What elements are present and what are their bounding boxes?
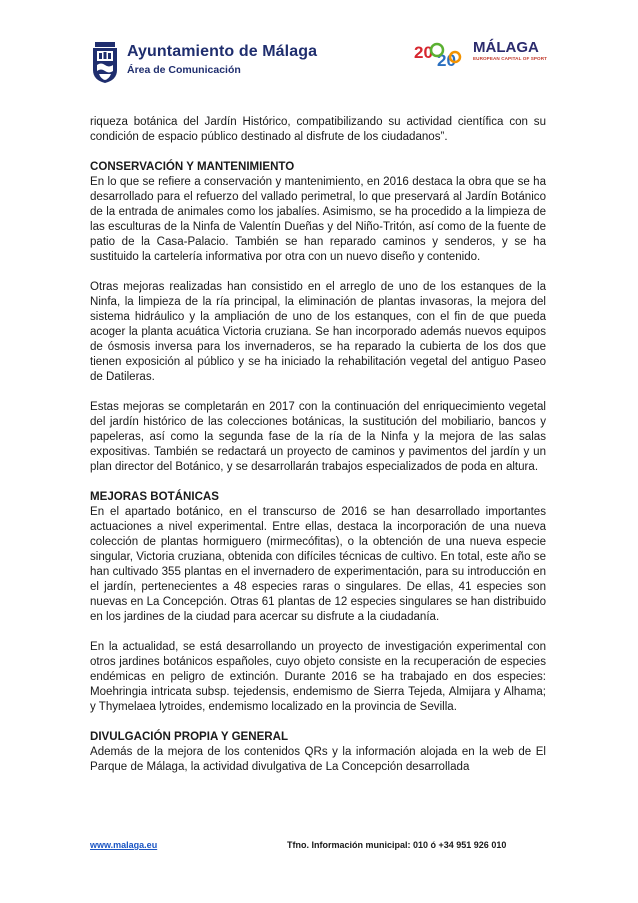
- phone-info: Tfno. Información municipal: 010 ó +34 951 926 010: [287, 840, 507, 850]
- brand-city: MÁLAGA: [473, 39, 539, 56]
- section-heading-conservacion: CONSERVACIÓN Y MANTENIMIENTO: [90, 161, 295, 173]
- paragraph-intro: riqueza botánica del Jardín Histórico, compatibilizando su actividad científica con su condición de espacio público destinado al disfrute de los ciudadanos”.: [90, 116, 546, 143]
- section-heading-divulgacion: DIVULGACIÓN PROPIA Y GENERAL: [90, 731, 289, 743]
- document-body: [90, 115, 546, 790]
- paragraph-conservacion-3: Estas mejoras se completarán en 2017 con la continuación del enriquecimiento vegetal del jardín histórico de las colecciones botánicas, la sustitución del mobiliario, bancos y papeleras, así como la segunda fase de la ría de la Ninfa y la mejora de las salas expositivas. También se redactará un proyecto de caminos y pavimentos del jardín y un plan director del Botánico, y se desarrollarán trabajos especializados de poda en altura.: [90, 401, 546, 473]
- page-header: [0, 0, 638, 100]
- organization-name: Ayuntamiento de Málaga: [127, 43, 318, 60]
- paragraph-conservacion-2: Otras mejoras realizadas han consistido en el arreglo de uno de los estanques de la Ninfa, la limpieza de la ría principal, la eliminación de plantas invasoras, la mejora del sistema hidráulico y la ampliación de uno de los estanques, con el fin de que pueda acoger la planta acuática Victoria cruziana. Se han incorporado además nuevos equipos de ósmosis inversa para los invernaderos, se ha reparado la cubierta de los dos que tienen exposición al público y se ha iniciado la rehabilitación vegetal del antiguo Paseo de Datileras.: [90, 281, 546, 383]
- section-heading-mejoras: MEJORAS BOTÁNICAS: [90, 491, 219, 503]
- paragraph-mejoras-1: En el apartado botánico, en el transcurso de 2016 se han desarrollado importantes actuaciones a nivel experimental. Entre ellas, destaca la incorporación de una nueva colección de plantas hormiguero (mirmecófitas), o la obtención de una nueva especie singular, Victoria cruziana, obtenida con difíciles técnicas de cultivo. En total, este año se han cultivado 355 plantas en el invernadero de experimentación, para su introducción en el jardín, pertenecientes a 48 especies raras o singulares. De ellas, 41 especies son nuevas en La Concepción. Otras 61 plantas de 12 especies singulares se han distribuido en los jardines de la ciudad para acercar su disfrute a la ciudadanía.: [90, 506, 546, 623]
- organization-area: Área de Comunicación: [127, 64, 241, 76]
- page-footer: [90, 840, 546, 854]
- brand-year-part-a: 20: [414, 43, 433, 62]
- brand-tagline: EUROPEAN CAPITAL OF SPORT: [473, 56, 548, 61]
- paragraph-conservacion-1: En lo que se refiere a conservación y mantenimiento, en 2016 destaca la obra que se ha desarrollado para el refuerzo del vallado perimetral, lo que preservará al Jardín Botánico de la entrada de animales como los jabalíes. Asimismo, se ha procedido a la limpieza de las esculturas de la Ninfa de Valentín Dueñas y del Niño-Tritón, así como de la fuente de patio de la Casa-Palacio. También se han reparado caminos y senderos, y se ha sustituido la cartelería informativa por otra con un nuevo diseño y contenido.: [90, 176, 546, 263]
- organization-name-block: [127, 43, 317, 77]
- city-crest-icon: [90, 40, 120, 84]
- brand-year-part-b: 20: [437, 51, 456, 70]
- website-link[interactable]: www.malaga.eu: [90, 840, 158, 850]
- paragraph-divulgacion-1: Además de la mejora de los contenidos QRs y la información alojada en la web de El Parque de Málaga, la actividad divulgativa de La Concepción desarrollada: [90, 746, 546, 773]
- paragraph-mejoras-2: En la actualidad, se está desarrollando un proyecto de investigación experimental con otros jardines botánicos españoles, cuyo objeto consiste en la recuperación de especies endémicas en peligro de extinción. Durante 2016 se ha trabajado en dos especies: Moehringia intricata subsp. tejedensis, endemismo de Sierra Tejeda, Almijara y Alhama; y Thymelaea lytroides, endemismo localizado en la provincia de Sevilla.: [90, 641, 546, 713]
- brand-text-block: [473, 40, 547, 62]
